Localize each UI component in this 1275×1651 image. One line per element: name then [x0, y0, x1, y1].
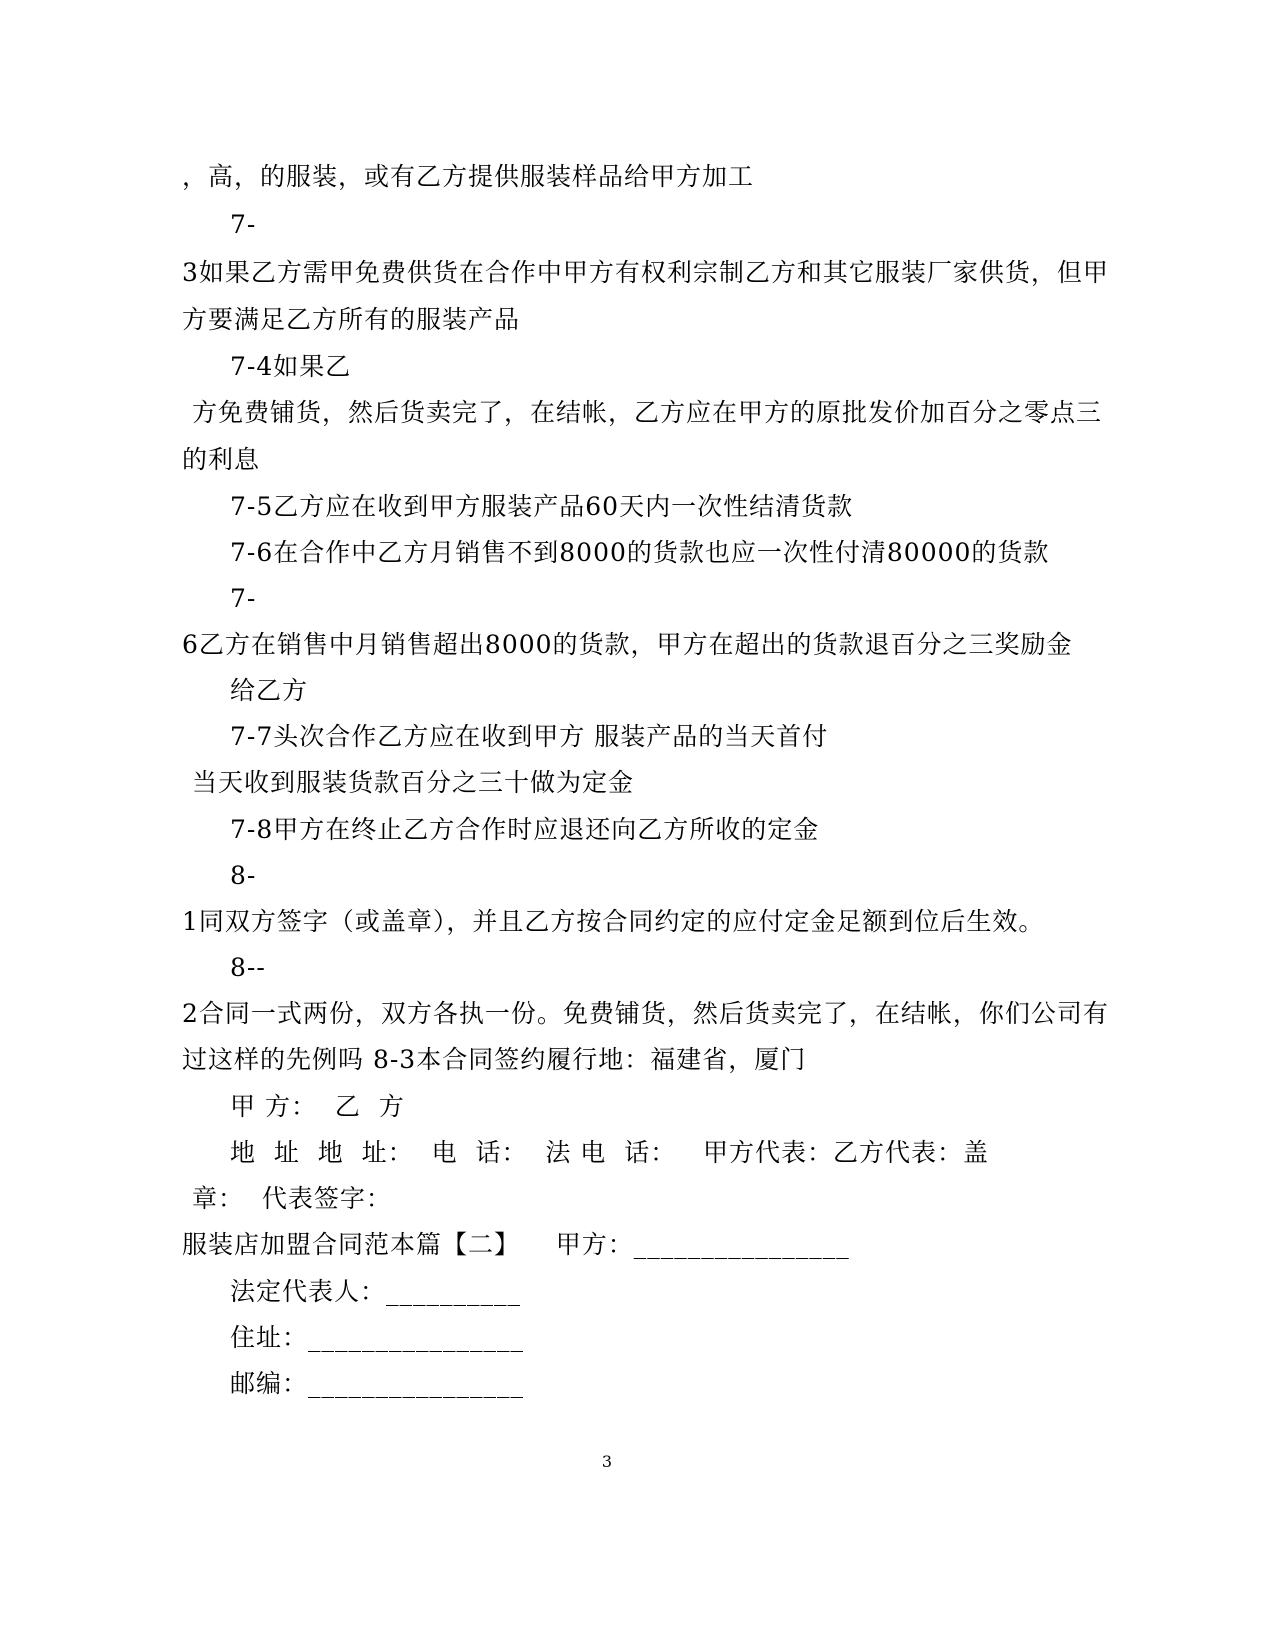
text-line: 方免费铺货，然后货卖完了，在结帐，乙方应在甲方的原批发价加百分之零点三 [192, 398, 1103, 427]
text-line: 1同双方签字（或盖章），并且乙方按合同约定的应付定金足额到位后生效。 [182, 907, 1045, 936]
text-line: 7-5乙方应在收到甲方服装产品60天内一次性结清货款 [230, 492, 854, 521]
text-line: 8-- [230, 953, 266, 982]
text-line: 方要满足乙方所有的服装产品 [182, 305, 521, 334]
contact-fields-line: 地 址 地 址： 电 话： 法 电 话： 甲方代表：乙方代表：盖 [230, 1138, 990, 1167]
text-line: 给乙方 [230, 676, 309, 705]
signature-line: 章： 代表签字： [192, 1184, 392, 1213]
text-line: 7-8甲方在终止乙方合作时应退还向乙方所收的定金 [230, 815, 820, 844]
party-labels-line: 甲 方： 乙 方 [230, 1092, 405, 1121]
postal-code-field: 邮编：________________ [230, 1369, 525, 1398]
text-line: 8- [230, 861, 257, 890]
text-line: 6乙方在销售中月销售超出8000的货款，甲方在超出的货款退百分之三奖励金 [182, 630, 1073, 659]
text-line: 7- [230, 584, 257, 613]
text-line: 7-4如果乙 [230, 352, 352, 381]
text-line: 7-7头次合作乙方应在收到甲方 服装产品的当天首付 [230, 722, 829, 751]
text-line: 3如果乙方需甲免费供货在合作中甲方有权利宗制乙方和其它服装厂家供货，但甲 [182, 258, 1109, 287]
text-line: 2合同一式两份，双方各执一份。免费铺货，然后货卖完了，在结帐，你们公司有 [182, 999, 1109, 1028]
legal-representative-field: 法定代表人：__________ [230, 1277, 522, 1306]
text-line: 7-6在合作中乙方月销售不到8000的货款也应一次性付清80000的货款 [230, 538, 1050, 567]
text-line: ，高，的服装，或有乙方提供服装样品给甲方加工 [182, 162, 755, 191]
text-line: 过这样的先例吗 8-3本合同签约履行地：福建省，厦门 [182, 1045, 807, 1074]
text-line: 7- [230, 210, 257, 239]
address-field: 住址：________________ [230, 1323, 525, 1352]
page-number: 3 [601, 1452, 613, 1471]
text-line: 当天收到服装货款百分之三十做为定金 [192, 768, 635, 797]
section-heading-line: 服装店加盟合同范本篇【二】 甲方：________________ [182, 1230, 850, 1259]
text-line: 的利息 [182, 445, 261, 474]
